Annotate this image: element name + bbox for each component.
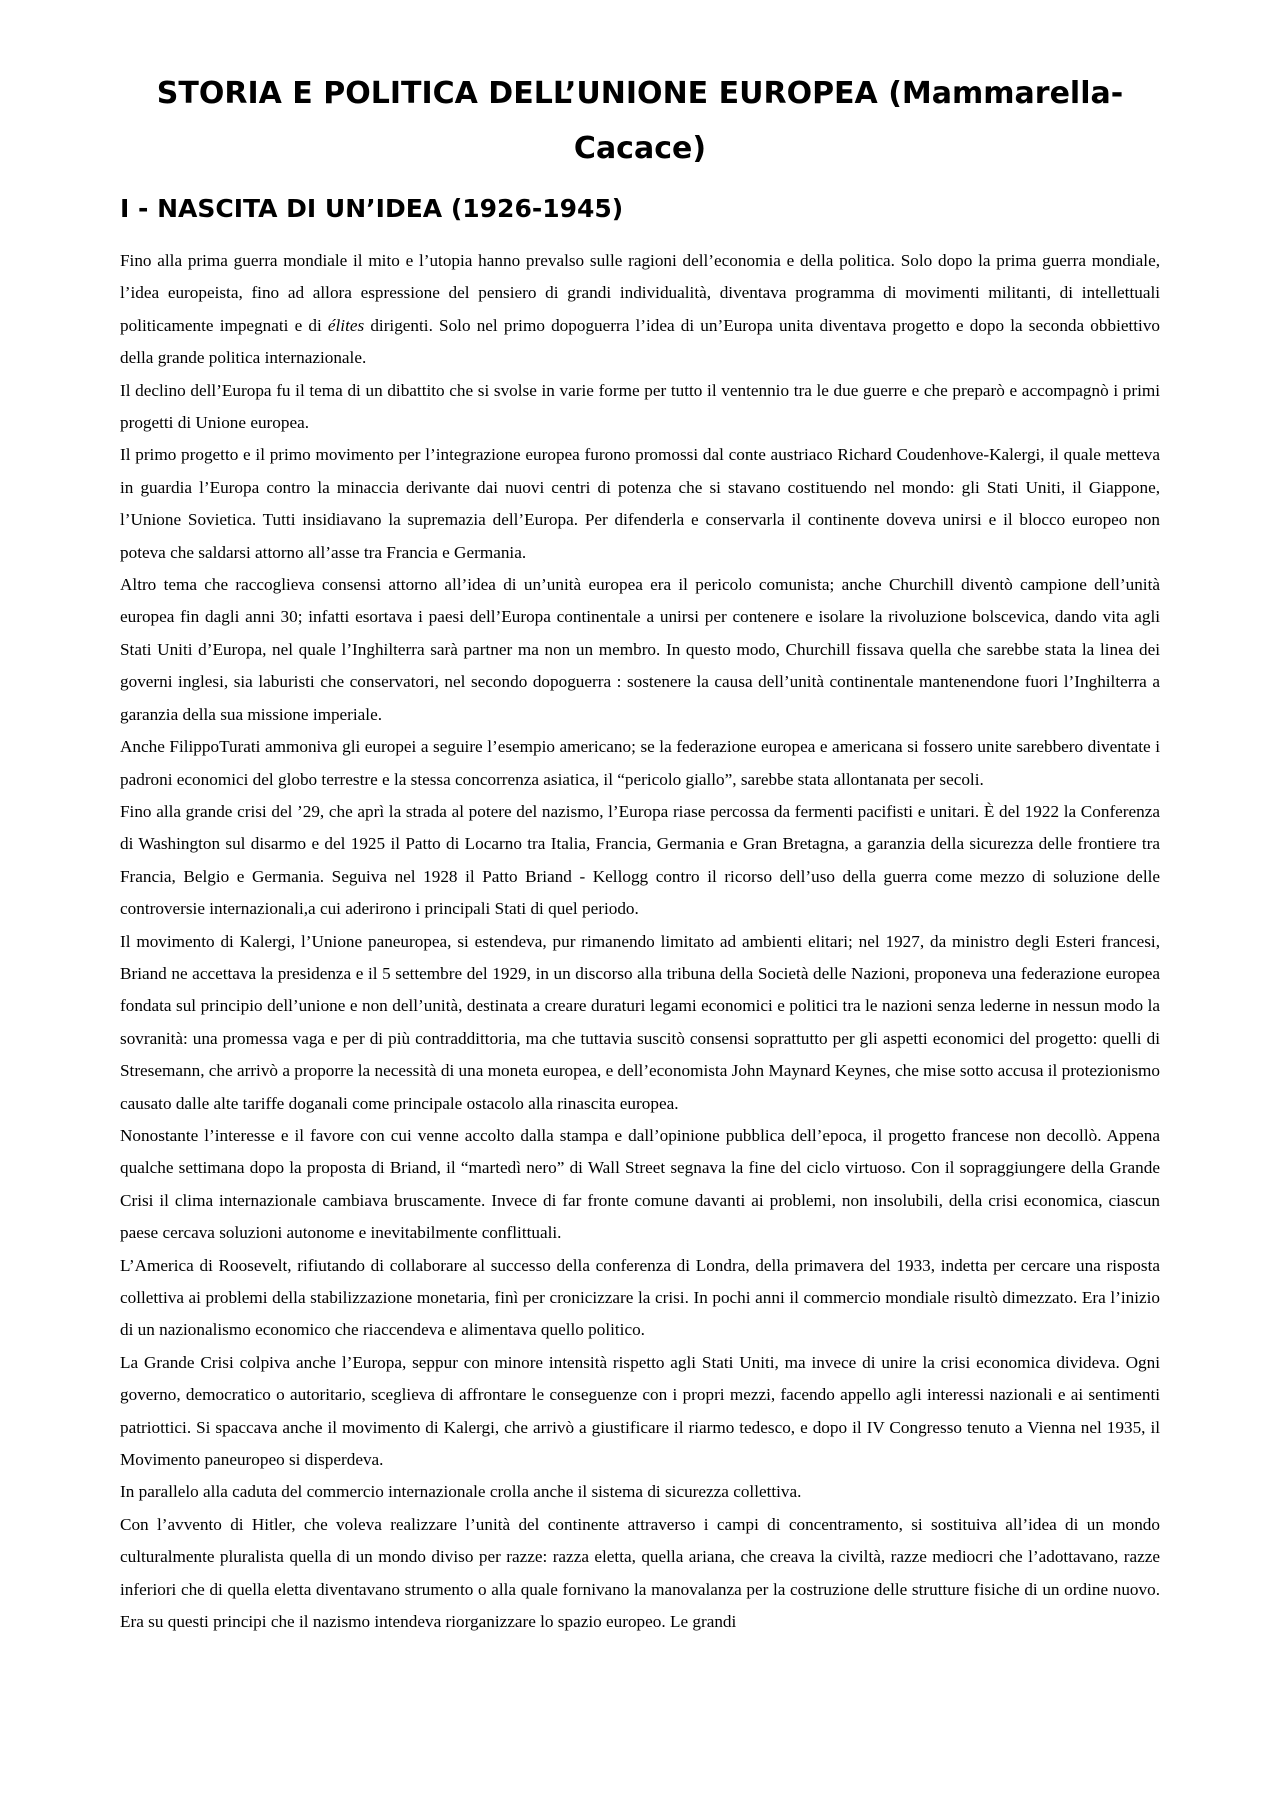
paragraph-12: Con l’avvento di Hitler, che voleva realizzare l’unità del continente attraverso i campi di concentramento, si sostituiva all’idea di un mondo culturalmente pluralista quella di un mondo diviso per razze: razza eletta, quella ariana, che creava la civiltà, razze mediocri che l’adottavano, razze inferiori che di quella eletta diventavano strumento o alla quale fornivano la manovalanza per la costruzione delle strutture fisiche di un ordine nuovo. Era su questi principi che il nazismo intendeva riorganizzare lo spazio europeo. Le grandi <box>120 1514 1160 1632</box>
paragraph-10: La Grande Crisi colpiva anche l’Europa, seppur con minore intensità rispetto agli Stati Uniti, ma invece di unire la crisi economica divideva. Ogni governo, democratico o autoritario, sceglieva di affrontare le conseguenze con i propri mezzi, facendo appello agli interessi nazionali e ai sentimenti patriottici. Si spaccava anche il movimento di Kalergi, che arrivò a giustificare il riarmo tedesco, e dopo il IV Congresso tenuto a Vienna nel 1935, il Movimento paneuropeo si disperdeva. <box>120 1352 1160 1470</box>
paragraph-5: Anche FilippoTurati ammoniva gli europei a seguire l’esempio americano; se la federazione europea e americana si fossero unite sarebbero diventate i padroni economici del globo terrestre e la stessa concorrenza asiatica, il “pericolo giallo”, sarebbe stata allontanata per secoli. <box>120 737 1160 789</box>
paragraph-1-text-start: Fino alla prima guerra mondiale il mito e l’utopia hanno prevalso sulle ragioni dell’economia e della politica. Solo dopo la prima guerra mondiale, l’idea europeista, fino ad allora espressione del pensiero di grandi individualità, diventava programma di movimenti militanti, di intellettuali politicamente impegnati e di <box>120 251 1160 335</box>
paragraph-7: Il movimento di Kalergi, l’Unione paneuropea, si estendeva, pur rimanendo limitato ad ambienti elitari; nel 1927, da ministro degli Esteri francesi, Briand ne accettava la presidenza e il 5 settembre del 1929, in un discorso alla tribuna della Società delle Nazioni, proponeva una federazione europea fondata sul principio dell’unione e non dell’unità, destinata a creare duraturi legami economici e politici tra le nazioni senza lederne in nessun modo la sovranità: una promessa vaga e per di più contraddittoria, ma che tuttavia suscitò consensi soprattutto per gli aspetti economici del progetto: quelli di Stresemann, che arrivò a proporre la necessità di una moneta europea, e dell’economista John Maynard Keynes, che mise sotto accusa il protezionismo causato dalle alte tariffe doganali come principale ostacolo alla rinascita europea. <box>120 931 1160 1113</box>
paragraph-1 <box>120 245 1160 375</box>
paragraph-1-text-end: dirigenti. Solo nel primo dopoguerra l’idea di un’Europa unita diventava progetto e dopo la seconda obbiettivo della grande politica internazionale. <box>120 315 1161 368</box>
paragraph-9: L’America di Roosevelt, rifiutando di collaborare al successo della conferenza di Londra, della primavera del 1933, indetta per cercare una risposta collettiva ai problemi della stabilizzazione monetaria, finì per cronicizzare la crisi. In pochi anni il commercio mondiale risultò dimezzato. Era l’inizio di un nazionalismo economico che riaccendeva e alimentava quello politico. <box>120 1255 1160 1340</box>
paragraph-6: Fino alla grande crisi del ’29, che aprì la strada al potere del nazismo, l’Europa riase percossa da fermenti pacifisti e unitari. È del 1922 la Conferenza di Washington sul disarmo e del 1925 il Patto di Locarno tra Italia, Francia, Germania e Gran Bretagna, a garanzia della sicurezza delle frontiere tra Francia, Belgio e Germania. Seguiva nel 1928 il Patto Briand - Kellogg contro il ricorso dell’uso della guerra come mezzo di soluzione delle controversie internazionali,a cui aderirono i principali Stati di quel periodo. <box>120 801 1160 919</box>
paragraph-4: Altro tema che raccoglieva consensi attorno all’idea di un’unità europea era il pericolo comunista; anche Churchill diventò campione dell’unità europea fin dagli anni 30; infatti esortava i paesi dell’Europa continentale a unirsi per contenere e isolare la rivoluzione bolscevica, dando vita agli Stati Uniti d’Europa, nel quale l’Inghilterra sarà partner ma non un membro. In questo modo, Churchill fissava quella che sarebbe stata la linea dei governi inglesi, sia laburisti che conservatori, nel secondo dopoguerra : sostenere la causa dell’unità continentale mantenendone fuori l’Inghilterra a garanzia della sua missione imperiale. <box>120 575 1160 724</box>
section-heading: I - NASCITA DI UN’IDEA (1926-1945) <box>120 194 624 223</box>
paragraph-3: Il primo progetto e il primo movimento per l’integrazione europea furono promossi dal conte austriaco Richard Coudenhove-Kalergi, il quale metteva in guardia l’Europa contro la minaccia derivante dai nuovi centri di potenza che si stavano costituendo nel mondo: gli Stati Uniti, il Giappone, l’Unione Sovietica. Tutti insidiavano la supremazia dell’Europa. Per difenderla e conservarla il continente doveva unirsi e il blocco europeo non poteva che saldarsi attorno all’asse tra Francia e Germania. <box>120 445 1160 562</box>
document-title: STORIA E POLITICA DELL’UNIONE EUROPEA (Mammarella-Cacace) <box>156 76 1124 166</box>
paragraph-11: In parallelo alla caduta del commercio internazionale crolla anche il sistema di sicurezza collettiva. <box>120 1482 802 1502</box>
paragraph-1-italic-term: élites <box>327 315 365 335</box>
paragraph-2: Il declino dell’Europa fu il tema di un dibattito che si svolse in varie forme per tutto il ventennio tra le due guerre e che preparò e accompagnò i primi progetti di Unione europea. <box>120 380 1160 433</box>
document-body <box>120 245 1160 1638</box>
paragraph-8: Nonostante l’interesse e il favore con cui venne accolto dalla stampa e dall’opinione pubblica dell’epoca, il progetto francese non decollò. Appena qualche settimana dopo la proposta di Briand, il “martedì nero” di Wall Street segnava la fine del ciclo virtuoso. Con il sopraggiungere della Grande Crisi il clima internazionale cambiava bruscamente. Invece di far fronte comune davanti ai problemi, non insolubili, della crisi economica, ciascun paese cercava soluzioni autonome e inevitabilmente conflittuali. <box>120 1125 1160 1243</box>
